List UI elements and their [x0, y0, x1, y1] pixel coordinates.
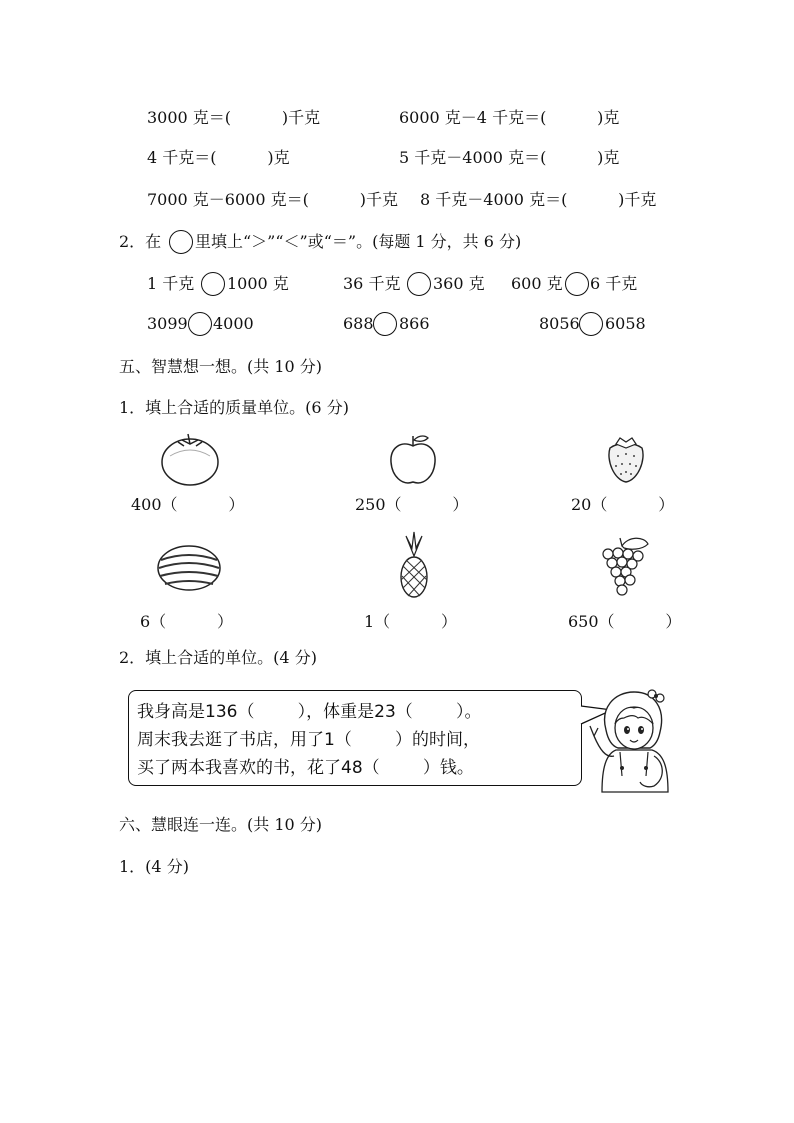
- compare-left: 36 千克: [343, 274, 401, 293]
- conversion-item: 6000 克－4 千克＝( )克: [399, 108, 620, 127]
- bubble-line[interactable]: 买了两本我喜欢的书，花了48（ ）钱。: [137, 758, 474, 778]
- bubble-line[interactable]: 我身高是136（ ），体重是23（ ）。: [137, 702, 482, 722]
- compare-right: 6058: [605, 314, 646, 333]
- answer-circle[interactable]: [188, 312, 212, 336]
- tomato-icon: [158, 430, 222, 488]
- speech-bubble: [128, 690, 582, 786]
- question-heading: 2．在: [119, 232, 162, 251]
- compare-left: 688: [343, 314, 374, 333]
- question-heading: 1．(4 分): [119, 857, 189, 876]
- answer-circle[interactable]: [201, 272, 225, 296]
- apple-icon: [386, 432, 440, 488]
- compare-right: 866: [399, 314, 430, 333]
- watermelon-icon: [155, 542, 223, 594]
- pineapple-icon: [396, 530, 432, 600]
- compare-left: 1 千克: [147, 274, 195, 293]
- bubble-line[interactable]: 周末我去逛了书店，用了1（ ）的时间，: [137, 730, 481, 750]
- compare-right: 360 克: [433, 274, 485, 293]
- question-heading: 2．填上合适的单位。(4 分): [119, 648, 317, 667]
- conversion-item: 7000 克－6000 克＝( )千克: [147, 190, 398, 209]
- answer-circle[interactable]: [373, 312, 397, 336]
- answer-circle[interactable]: [579, 312, 603, 336]
- fruit-mass-blank[interactable]: 1（ ）: [364, 612, 458, 631]
- conversion-item: 8 千克－4000 克＝( )千克: [420, 190, 657, 209]
- answer-circle: [169, 230, 193, 254]
- strawberry-icon: [604, 434, 648, 486]
- fruit-mass-blank[interactable]: 400（ ）: [131, 495, 245, 514]
- compare-right: 4000: [213, 314, 254, 333]
- grapes-icon: [598, 534, 652, 600]
- section-title: 六、慧眼连一连。(共 10 分): [119, 815, 323, 834]
- fruit-mass-blank[interactable]: 250（ ）: [355, 495, 469, 514]
- conversion-item: 4 千克＝( )克: [147, 148, 290, 167]
- answer-circle[interactable]: [565, 272, 589, 296]
- compare-left: 8056: [539, 314, 580, 333]
- compare-left: 600 克: [511, 274, 563, 293]
- conversion-item: 3000 克＝( )千克: [147, 108, 321, 127]
- question-heading: 1．填上合适的质量单位。(6 分): [119, 398, 349, 417]
- fruit-mass-blank[interactable]: 650（ ）: [568, 612, 682, 631]
- fruit-mass-blank[interactable]: 20（ ）: [571, 495, 675, 514]
- compare-left: 3099: [147, 314, 188, 333]
- question-heading: 里填上“＞”“＜”或“＝”。(每题 1 分，共 6 分): [195, 232, 522, 251]
- girl-character-icon: [584, 684, 678, 794]
- compare-right: 1000 克: [227, 274, 289, 293]
- conversion-item: 5 千克－4000 克＝( )克: [399, 148, 620, 167]
- fruit-mass-blank[interactable]: 6（ ）: [140, 612, 234, 631]
- section-title: 五、智慧想一想。(共 10 分): [119, 357, 323, 376]
- compare-right: 6 千克: [590, 274, 638, 293]
- answer-circle[interactable]: [407, 272, 431, 296]
